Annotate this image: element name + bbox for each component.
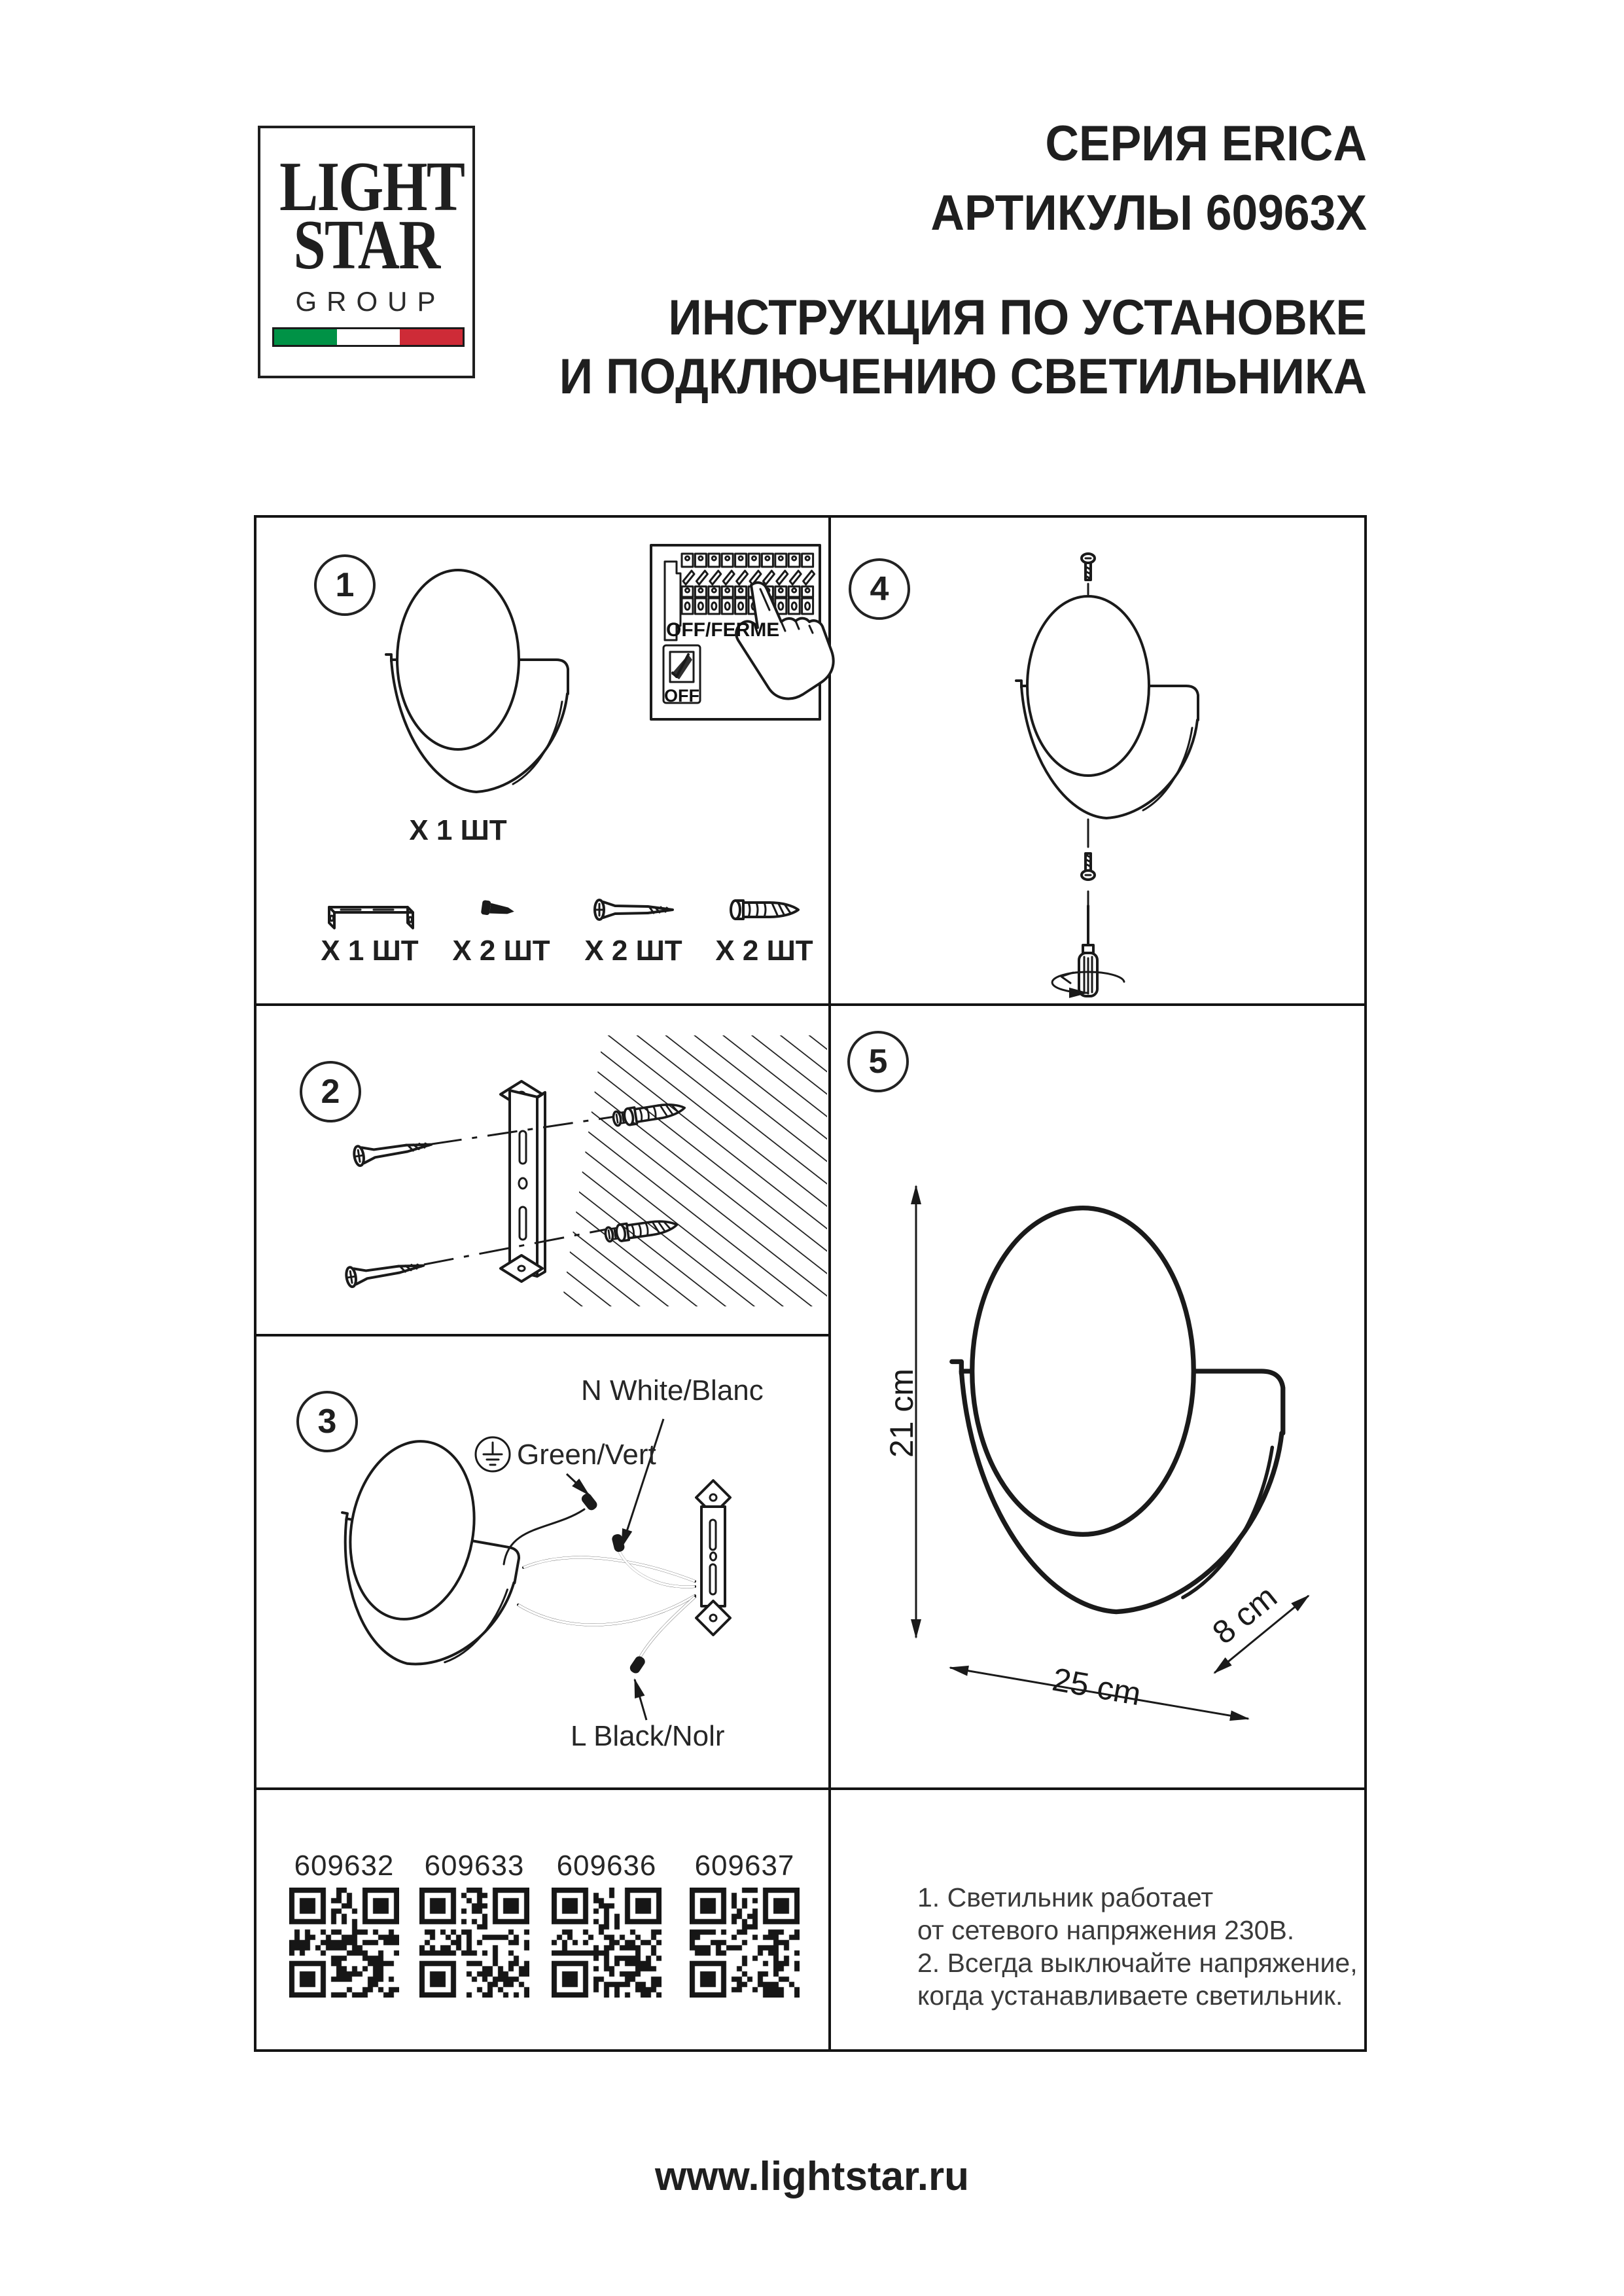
qr-code-1 bbox=[289, 1888, 399, 1998]
wall-plug-icon bbox=[731, 901, 798, 919]
mounting-bracket-drawing bbox=[501, 1081, 545, 1282]
breaker-off-label: OFF/FERME bbox=[666, 619, 780, 641]
series-line: СЕРИЯ ERICA bbox=[1045, 116, 1367, 171]
panel1-parts-icons bbox=[329, 900, 798, 928]
title-line-2: И ПОДКЛЮЧЕНИЮ СВЕТИЛЬНИКА bbox=[559, 349, 1367, 404]
panel1-number: 1 bbox=[314, 554, 376, 616]
height-dimension-label: 21 cm bbox=[883, 1368, 921, 1458]
note-line-3: 2. Всегда выключайте напряжение, bbox=[917, 1948, 1358, 1978]
panel5-dimensions-drawing bbox=[916, 1186, 1309, 1719]
wall-plug-quantity-label: Х 2 ШТ bbox=[715, 935, 813, 967]
logo-word-light: LIGHT bbox=[279, 148, 465, 226]
ground-symbol-icon bbox=[476, 1437, 510, 1471]
wood-screw-quantity-label: Х 2 ШТ bbox=[584, 935, 682, 967]
wood-screw-icon bbox=[595, 900, 673, 920]
switch-off-label: OFF bbox=[664, 686, 699, 706]
logo-word-group: GROUP bbox=[295, 286, 446, 317]
article-line: АРТИКУЛЫ 60963Х bbox=[930, 185, 1367, 241]
depth-dimension-label: 8 cm bbox=[1205, 1578, 1284, 1651]
website-url: www.lightstar.ru bbox=[655, 2154, 969, 2199]
screw-left-top bbox=[353, 1135, 432, 1166]
neutral-wire-label: N White/Blanc bbox=[581, 1374, 764, 1407]
note-line-2: от сетевого напряжения 230В. bbox=[917, 1915, 1295, 1945]
logo-word-star: STAR bbox=[293, 206, 440, 284]
lamp-quantity-label: Х 1 ШТ bbox=[409, 814, 507, 846]
screw-bottom bbox=[1082, 853, 1095, 880]
panel4-assembly-drawing bbox=[1016, 554, 1198, 996]
ground-wire-label: Green/Vert bbox=[517, 1439, 656, 1471]
screw-quantity-label: Х 2 ШТ bbox=[452, 935, 550, 967]
article-code-3: 609636 bbox=[556, 1850, 657, 1882]
qr-code-4 bbox=[690, 1888, 800, 1998]
article-code-2: 609633 bbox=[424, 1850, 525, 1882]
panel2-wall-mounting-drawing bbox=[345, 1035, 827, 1306]
screwdriver-icon bbox=[1052, 906, 1124, 996]
panel3-number: 3 bbox=[296, 1391, 358, 1452]
bracket-icon bbox=[329, 907, 413, 928]
article-code-4: 609637 bbox=[694, 1850, 795, 1882]
title-line-1: ИНСТРУКЦИЯ ПО УСТАНОВКЕ bbox=[668, 290, 1367, 346]
panel1-lamp-drawing bbox=[386, 570, 568, 792]
qr-code-3 bbox=[552, 1888, 662, 1998]
article-code-1: 609632 bbox=[294, 1850, 395, 1882]
bracket-quantity-label: Х 1 ШТ bbox=[321, 935, 419, 967]
wire-nut-line bbox=[628, 1655, 646, 1675]
screw-left-bottom bbox=[345, 1256, 425, 1287]
panel5-number: 5 bbox=[847, 1031, 909, 1092]
note-line-1: 1. Светильник работает bbox=[917, 1882, 1214, 1912]
width-dimension-label: 25 cm bbox=[1050, 1660, 1144, 1713]
panel4-number: 4 bbox=[849, 558, 910, 620]
bracket-frontal-drawing bbox=[696, 1480, 730, 1635]
panel2-number: 2 bbox=[300, 1061, 361, 1122]
line-wire-label: L Black/Nolr bbox=[571, 1720, 725, 1752]
hatched-wall bbox=[561, 1035, 827, 1306]
note-line-4: когда устанавливаете светильник. bbox=[917, 1981, 1343, 2011]
screw-top bbox=[1082, 554, 1095, 580]
qr-code-2 bbox=[419, 1888, 529, 1998]
screw-icon bbox=[481, 900, 516, 919]
wire-nut-ground bbox=[580, 1492, 599, 1512]
